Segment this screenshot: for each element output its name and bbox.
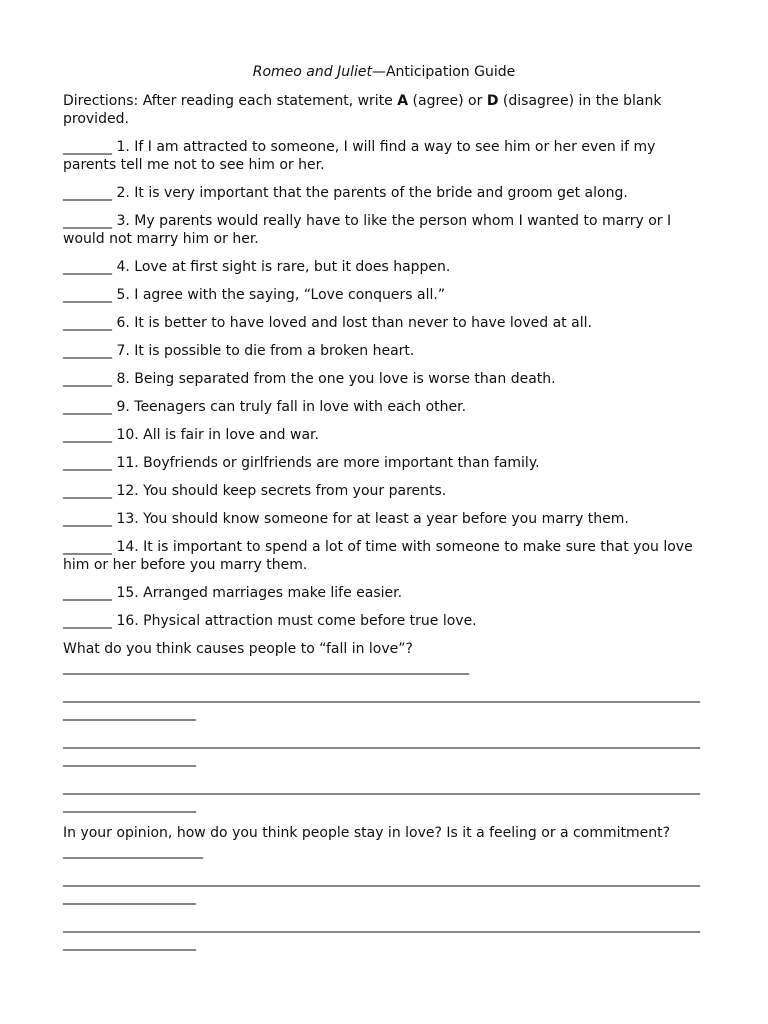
answer-lines[interactable] (63, 778, 708, 814)
statement-number: 8. (116, 371, 130, 387)
title-rest: —Anticipation Guide (371, 64, 516, 80)
statement-number: 4. (116, 259, 130, 275)
statement-item (63, 612, 708, 630)
answer-line[interactable]: ___________________________________________________________________________________________ (63, 733, 700, 749)
statement-number: 15. (116, 585, 139, 601)
answer-line[interactable]: ___________________ (63, 705, 196, 721)
answer-blank[interactable]: _______ (63, 259, 112, 275)
statement-item (63, 314, 708, 332)
question-stay-in-love: In your opinion, how do you think people stay in love? Is it a feeling or a commitment? (63, 825, 671, 841)
statement-item (63, 286, 708, 304)
answer-line[interactable]: ___________________ (63, 797, 196, 813)
statement-item (63, 370, 708, 388)
statement-number: 10. (116, 427, 139, 443)
answer-line[interactable]: ___________________ (63, 751, 196, 767)
statement-text: Teenagers can truly fall in love with each other. (134, 399, 467, 415)
statement-text: Being separated from the one you love is worse than death. (134, 371, 556, 387)
statement-number: 2. (116, 185, 130, 201)
answer-line[interactable]: ___________________________________________________________________________________________ (63, 779, 700, 795)
answer-blank[interactable]: _______ (63, 139, 112, 155)
answer-blank[interactable]: _______ (63, 613, 112, 629)
statement-text: I agree with the saying, “Love conquers all.” (134, 287, 446, 303)
statement-number: 12. (116, 483, 139, 499)
statement-item (63, 342, 708, 360)
answer-blank[interactable]: _______ (63, 539, 112, 555)
question-fall-in-love: What do you think causes people to “fall in love”? (63, 641, 413, 657)
statement-text: Love at first sight is rare, but it does happen. (134, 259, 451, 275)
statement-text: You should keep secrets from your parents. (143, 483, 447, 499)
answer-line[interactable]: ___________________ (63, 935, 196, 951)
statement-text: It is very important that the parents of the bride and groom get along. (134, 185, 628, 201)
answer-line[interactable]: ___________________________________________________________________________________________ (63, 917, 700, 933)
answer-line[interactable]: ___________________ (63, 889, 196, 905)
answer-blank[interactable]: _______ (63, 585, 112, 601)
directions (63, 92, 708, 128)
answer-blank[interactable]: _______ (63, 455, 112, 471)
statement-item (63, 212, 708, 248)
answer-blank[interactable]: _______ (63, 427, 112, 443)
answer-lines[interactable] (63, 916, 708, 952)
statement-item (63, 426, 708, 444)
statement-text: All is fair in love and war. (143, 427, 319, 443)
answer-blank[interactable]: _______ (63, 399, 112, 415)
statement-item (63, 138, 708, 174)
directions-prefix: Directions: After reading each statement, write (63, 93, 398, 109)
statement-list (63, 138, 708, 630)
statement-text: Arranged marriages make life easier. (143, 585, 403, 601)
answer-lines[interactable] (63, 686, 708, 722)
statement-text: Boyfriends or girlfriends are more important than family. (143, 455, 540, 471)
answer-blank[interactable]: _______ (63, 371, 112, 387)
statement-text: It is important to spend a lot of time with someone to make sure that you love him or her before you marry them. (63, 539, 693, 573)
answer-blank[interactable]: _______ (63, 287, 112, 303)
answer-line[interactable]: ___________________________________________________________________________________________ (63, 687, 700, 703)
statement-item (63, 454, 708, 472)
answer-blank[interactable]: _______ (63, 185, 112, 201)
statement-number: 16. (116, 613, 139, 629)
disagree-text: (disagree) in the blank provided. (63, 93, 662, 127)
statement-item (63, 258, 708, 276)
disagree-letter: D (486, 93, 499, 109)
answer-lines[interactable] (63, 732, 708, 768)
answer-line[interactable]: ____________________ (63, 843, 203, 859)
statement-text: It is possible to die from a broken heart. (134, 343, 415, 359)
statement-item (63, 184, 708, 202)
statement-text: If I am attracted to someone, I will find a way to see him or her even if my parents tell me not to see him or her. (63, 139, 656, 173)
statement-text: It is better to have loved and lost than never to have loved at all. (134, 315, 592, 331)
agree-letter: A (397, 93, 409, 109)
worksheet-content (63, 92, 708, 962)
statement-number: 11. (116, 455, 139, 471)
answer-blank[interactable]: _______ (63, 511, 112, 527)
page-title (0, 63, 768, 81)
title-italic: Romeo and Juliet (252, 64, 372, 80)
statement-item (63, 482, 708, 500)
statement-text: Physical attraction must come before true love. (143, 613, 477, 629)
answer-lines[interactable] (63, 870, 708, 906)
answer-blank[interactable]: _______ (63, 483, 112, 499)
statement-number: 6. (116, 315, 130, 331)
answer-blank[interactable]: _______ (63, 343, 112, 359)
statement-item (63, 510, 708, 528)
statement-item (63, 538, 708, 574)
answer-blank[interactable]: _______ (63, 315, 112, 331)
answer-line[interactable]: __________________________________________________________ (63, 659, 469, 675)
statement-item (63, 398, 708, 416)
statement-number: 7. (116, 343, 130, 359)
statement-text: My parents would really have to like the person whom I wanted to marry or I would not marry him or her. (63, 213, 672, 247)
statement-number: 5. (116, 287, 130, 303)
statement-number: 1. (116, 139, 130, 155)
statement-number: 3. (116, 213, 130, 229)
statement-item (63, 584, 708, 602)
agree-text: (agree) or (408, 93, 487, 109)
answer-blank[interactable]: _______ (63, 213, 112, 229)
answer-line[interactable]: ___________________________________________________________________________________________ (63, 871, 700, 887)
statement-number: 14. (116, 539, 139, 555)
statement-number: 9. (116, 399, 130, 415)
statement-number: 13. (116, 511, 139, 527)
statement-text: You should know someone for at least a year before you marry them. (143, 511, 629, 527)
